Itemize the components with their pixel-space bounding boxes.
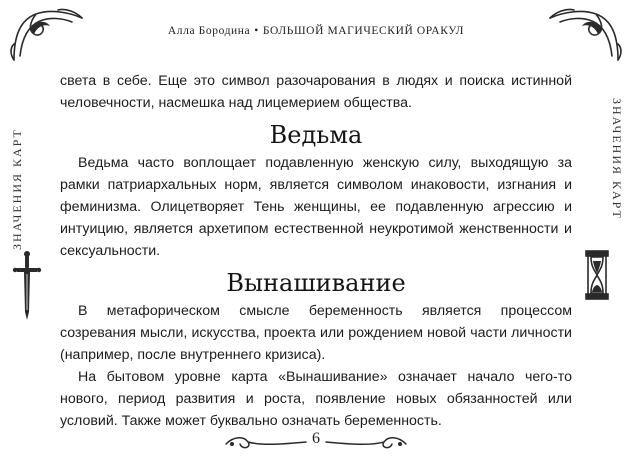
folio <box>0 430 632 448</box>
right-section-label: ЗНАЧЕНИЯ КАРТ <box>610 98 624 220</box>
section-heading-gestation: Вынашивание <box>226 269 406 297</box>
witch-paragraph: Ведьма часто воплощает подавленную женскую силу, выходящую за рамки патриархальных норм, является символом инаковости, изгнания и феминизма. Олицетворяет Тень женщины, ее подавленную агрессию и интуицию, является архетипом естественной неукротимой женственности и сексуальности. <box>60 155 572 259</box>
section-heading-witch: Ведьма <box>269 121 363 149</box>
hourglass-icon <box>584 250 610 300</box>
author-name: Алла Бородина <box>167 25 251 37</box>
running-head <box>0 25 632 37</box>
sword-icon <box>12 250 42 322</box>
header-separator: • <box>254 25 259 37</box>
page-number: 6 <box>312 430 320 447</box>
gestation-paragraph-2: На бытовом уровне карта «Вынашивание» означает начало чего-то нового, период развития и роста, появление новых обязанностей или условий. Также может буквально означать беременность. <box>60 369 572 429</box>
bottom-right-flourish-icon <box>322 432 410 452</box>
book-title: БОЛЬШОЙ МАГИЧЕСКИЙ ОРАКУЛ <box>262 25 465 37</box>
page-content <box>60 70 572 432</box>
gestation-paragraph-1: В метафорическом смысле беременность является процессом созревания мысли, искусства, проекта или рождением новой части личности (например, после внутреннего кризиса). <box>60 303 572 363</box>
left-section-label: ЗНАЧЕНИЯ КАРТ <box>10 128 24 250</box>
intro-paragraph: света в себе. Еще это символ разочарования в людях и поиска истинной человечности, насмешка над лицемерием общества. <box>60 73 572 111</box>
